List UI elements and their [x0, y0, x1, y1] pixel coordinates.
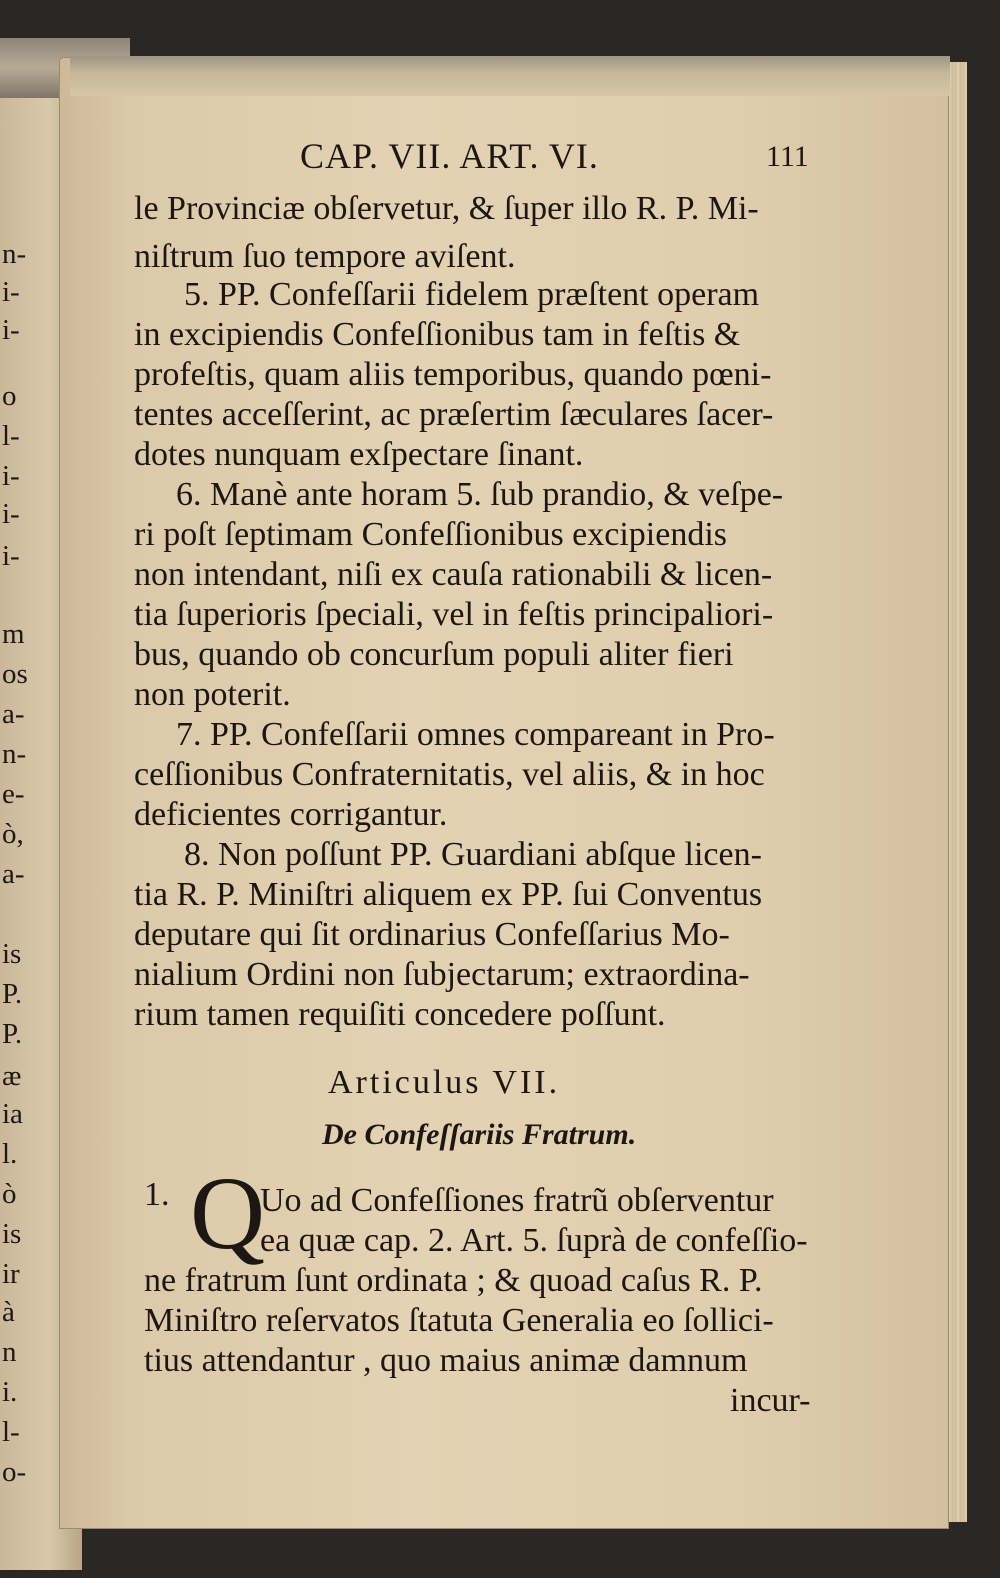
body-line: 5. PP. Confeſſarii fidelem præſtent operam — [184, 276, 760, 313]
left-fragment: o — [2, 380, 17, 412]
article-subtitle: De Confeſſariis Fratrum. — [322, 1118, 637, 1151]
body-line: in excipiendis Confeſſionibus tam in feſtis & — [134, 316, 741, 353]
drop-cap: Q — [190, 1156, 266, 1271]
left-fragment: o- — [2, 1456, 27, 1488]
body-line: dotes nunquam exſpectare ſinant. — [134, 436, 584, 473]
left-fragment: a- — [2, 698, 25, 730]
left-fragment: n- — [2, 738, 27, 770]
left-fragment: i- — [2, 498, 20, 530]
article-line: tius attendantur , quo maius animæ damnum — [144, 1342, 748, 1379]
article-title: Articulus VII. — [328, 1064, 561, 1101]
body-line: non intendant, niſi ex cauſa rationabili & licen- — [134, 556, 773, 593]
left-fragment: l- — [2, 420, 20, 452]
left-fragment: e- — [2, 778, 25, 810]
article-line: ne fratrum ſunt ordinata ; & quoad caſus R. P. — [144, 1262, 763, 1299]
body-line: tentes acceſſerint, ac præſertim ſæculares ſacer- — [134, 396, 774, 433]
article-line: ea quæ cap. 2. Art. 5. ſuprà de confeſſio- — [260, 1222, 808, 1259]
body-line: 7. PP. Confeſſarii omnes compareant in Pro- — [176, 716, 775, 753]
left-fragment: n- — [2, 238, 27, 270]
body-line: deputare qui ſit ordinarius Confeſſarius Mo- — [134, 916, 730, 953]
body-line: 8. Non poſſunt PP. Guardiani abſque licen- — [184, 836, 762, 873]
running-head: CAP. VII. ART. VI. — [300, 136, 599, 176]
left-fragment: m — [2, 618, 25, 650]
left-fragment: i. — [2, 1376, 18, 1408]
left-fragment: i- — [2, 460, 20, 492]
article-line: Miniſtro reſervatos ſtatuta Generalia eo ſollici- — [144, 1302, 774, 1339]
left-fragment: is — [2, 1218, 22, 1250]
article-line: Uo ad Confeſſiones fratrũ obſerventur — [260, 1182, 774, 1219]
body-line: non poterit. — [134, 676, 291, 713]
body-line: tia ſuperioris ſpeciali, vel in feſtis principaliori- — [134, 596, 774, 633]
left-fragment: l- — [2, 1416, 20, 1448]
body-line: bus, quando ob concurſum populi aliter fieri — [134, 636, 734, 673]
body-line: nialium Ordini non ſubjectarum; extraordina- — [134, 956, 750, 993]
left-fragment: i- — [2, 540, 20, 572]
left-fragment: l. — [2, 1138, 18, 1170]
left-fragment: ia — [2, 1098, 23, 1130]
left-fragment: ir — [2, 1258, 20, 1290]
left-fragment: a- — [2, 858, 25, 890]
article-number: 1. — [144, 1176, 170, 1213]
left-fragment: os — [2, 658, 28, 690]
left-fragment: n — [2, 1336, 17, 1368]
left-fragment: à — [2, 1296, 15, 1328]
body-line: niſtrum ſuo tempore aviſent. — [134, 238, 516, 275]
left-fragment: ò — [2, 1178, 17, 1210]
left-fragment: i- — [2, 276, 20, 308]
left-fragment: i- — [2, 314, 20, 346]
catchword: incur- — [730, 1382, 811, 1419]
body-line: ceſſionibus Confraternitatis, vel aliis, & in hoc — [134, 756, 765, 793]
body-line: le Provinciæ obſervetur, & ſuper illo R. P. Mi- — [134, 190, 759, 227]
left-fragment: is — [2, 938, 22, 970]
left-fragment: ò, — [2, 818, 24, 850]
body-line: deficientes corrigantur. — [134, 796, 448, 833]
left-fragment: æ — [2, 1060, 22, 1092]
page-number: 111 — [766, 140, 809, 173]
body-line: profeſtis, quam aliis temporibus, quando pœni- — [134, 356, 772, 393]
left-fragment: P. — [2, 1018, 23, 1050]
body-line: tia R. P. Miniſtri aliquem ex PP. ſui Conventus — [134, 876, 763, 913]
body-line: rium tamen requiſiti concedere poſſunt. — [134, 996, 666, 1033]
body-line: 6. Manè ante horam 5. ſub prandio, & veſpe- — [176, 476, 784, 513]
left-fragment: P. — [2, 978, 23, 1010]
body-line: ri poſt ſeptimam Confeſſionibus excipiendis — [134, 516, 728, 553]
